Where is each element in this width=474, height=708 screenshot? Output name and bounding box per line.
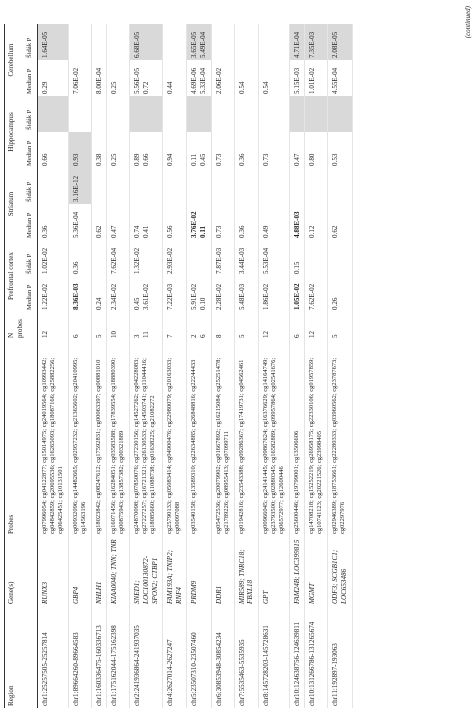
median-p-cell [37,60,68,96]
p-value: 0.73 [214,225,223,238]
sidak-p-cell [107,24,130,60]
p-value: 8.36E-03 [71,283,80,310]
median-p-cell [258,60,289,96]
median-p-cell [234,204,258,240]
region-cell: chr1:89664260-89664583 [68,606,91,708]
p-value: 0.56 [166,225,175,238]
table-row [107,24,130,708]
sidak-p-cell [328,168,352,204]
p-value: 7.06E-02 [71,67,80,94]
probes-cell: cg25600446; cg19799001; cg13506606 [289,340,305,536]
gene-cell: FAM24B; LOC399815 [289,536,305,606]
p-value: 4.71E-04 [292,31,301,58]
table-body [37,24,352,708]
sidak-p-cell [130,96,163,132]
p-value: 0.25 [110,81,119,94]
region-cell: chr5:23507310-23507460 [187,606,211,708]
median-p-cell [211,276,234,312]
gene-cell: PRDM9 [187,536,211,606]
sidak-p-cell [234,240,258,276]
median-p-cell [91,132,107,168]
region-cell: chr1:160336475-160336713 [91,606,107,708]
nprobes-cell: 12 [37,312,68,340]
median-p-cell [91,276,107,312]
sidak-p-cell [289,96,305,132]
median-p-cell [130,204,163,240]
p-value: 2.34E-02 [110,283,119,310]
median-p-cell [68,132,91,168]
sidak-p-cell [68,96,91,132]
sidak-p-cell [107,168,130,204]
median-p-header: Median P [25,276,37,312]
p-value: 5.56E-05 0.72 [133,67,150,94]
gene-cell: MGMT [305,536,328,606]
p-value: 0.47 [110,225,119,238]
sidak-p-cell [187,24,211,60]
median-p-cell [37,132,68,168]
sidak-p-cell [187,240,211,276]
p-value: 0.45 3.61E-02 [133,283,150,310]
p-value: 0.54 [237,81,246,94]
table-row [130,24,163,708]
median-p-cell [289,276,305,312]
median-p-cell [130,132,163,168]
sidak-p-cell [305,24,328,60]
sidak-p-cell [289,168,305,204]
p-value: 1.05E-02 [292,283,301,310]
table-row [328,24,352,708]
probes-cell: cg18023842; cg08247612; cg17592831; cg00063397; cg00881010 [91,340,107,536]
median-p-cell [234,60,258,96]
median-p-cell [163,204,187,240]
p-value: 7.62E-04 [110,247,119,274]
p-value: 5.15E-03 [292,67,301,94]
nprobes-cell: 8 [211,312,234,340]
probes-cell: cg01942816; cg23543388; cg09286367; cg17419731; cg04562461 [234,340,258,536]
gene-cell: KIAA0040; TNN; TNR [107,536,130,606]
sidak-p-cell [211,96,234,132]
p-value: 0.49 [261,225,270,238]
median-p-cell [107,204,130,240]
header-row-groups [5,24,26,708]
sidak-p-cell [234,168,258,204]
p-value: 4.69E-06 5.33E-04 [190,67,207,94]
sidak-p-cell [37,24,68,60]
sidak-p-header: Šidák P [25,96,37,132]
p-value: 0.29 [40,81,49,94]
median-p-cell [187,132,211,168]
methylation-results-table [4,24,353,708]
median-p-cell [305,204,328,240]
p-value: 0.54 [261,81,270,94]
region-cell: chr10:131266786-131265674 [305,606,328,708]
sidak-p-cell [163,24,187,60]
p-value: 0.15 [292,261,301,274]
sidak-p-cell [234,24,258,60]
region-cell: chr7:5535463-5535935 [234,606,258,708]
median-p-cell [211,132,234,168]
median-p-cell [234,276,258,312]
gene-cell: GBP4 [68,536,91,606]
sidak-p-cell [68,168,91,204]
nprobes-cell: 6 [68,312,91,340]
median-p-cell [328,132,352,168]
sidak-p-cell [163,168,187,204]
p-value: 0.36 [71,261,80,274]
sidak-p-cell [258,240,289,276]
median-p-cell [107,60,130,96]
median-p-cell [187,60,211,96]
group-header-prefrontal-cortex: Prefrontal cortex [5,240,26,312]
p-value: 1.22E-02 [40,283,49,310]
p-value: 5.91E-02 0.10 [190,283,207,310]
sidak-p-cell [163,240,187,276]
probes-cell: cg03540158; cg13589310; cg22634885; cg26848816; cg22244433 [187,340,211,536]
median-p-cell [68,204,91,240]
p-value: 0.38 [94,153,103,166]
nprobes-cell: 5 [91,312,107,340]
table-row [211,24,234,708]
sidak-p-cell [289,24,305,60]
p-value: 5.48E-03 [237,283,246,310]
median-p-cell [187,276,211,312]
sidak-p-cell [328,24,352,60]
median-p-cell [163,132,187,168]
probes-cell: cg02946389; cg18753661; cg22280333; cg03960562; cg23787673; cg02297976 [328,340,352,536]
sidak-p-cell [91,240,107,276]
p-value: 0.47 [292,153,301,166]
region-cell: chr4:2627014-2627247 [163,606,187,708]
p-value: 0.25 [110,153,119,166]
sidak-p-cell [305,96,328,132]
probes-cell: cg24870098; cg07850076; cg27230156; cg14527262; cg04228083; cg27227257; cg16721321; cg26130533; cg14503741; cg11044416; cg18085660; cg11088738; cg01638225; cg21082272 [130,340,163,536]
p-value: 7.22E-03 [166,283,175,310]
median-p-cell [305,60,328,96]
sidak-p-cell [130,240,163,276]
p-value: 0.36 [40,225,49,238]
nprobes-cell: 5 [328,312,352,340]
median-p-cell [289,60,305,96]
sidak-p-cell [258,96,289,132]
region-cell: chr11:192897-193063 [328,606,352,708]
sidak-p-cell [91,96,107,132]
table-row [234,24,258,708]
p-value: 1.01E-02 [308,67,317,94]
table-row [187,24,211,708]
p-value: 0.73 [261,153,270,166]
group-header-striatum: Striatum [5,168,26,240]
sidak-p-cell [187,168,211,204]
p-value: 0.66 [40,153,49,166]
p-value: 1.64E-05 [40,31,49,58]
p-value: 0.94 [166,153,175,166]
median-p-cell [163,276,187,312]
p-value: 0.12 [308,225,317,238]
probes-cell: cg05472536; cg20079902; cg01667892; cg16215084; cg25251478; cg21789226; cg08955413; cg07099711 [211,340,234,536]
region-cell: chr2:241936864-241937035 [130,606,163,708]
median-p-cell [305,132,328,168]
p-value: 1.86E-02 [261,283,270,310]
nprobes-cell: 3 11 [130,312,163,340]
p-value: 3.16E-12 [71,175,80,202]
median-p-cell [211,204,234,240]
p-value: 7.87E-03 [214,247,223,274]
p-value: 0.74 0.41 [133,225,150,238]
continued-note: (continued) [464,6,472,39]
nprobes-cell: 6 [289,312,305,340]
p-value: 3.44E-03 [237,247,246,274]
p-value: 3.76E-02 0.11 [190,211,207,238]
sidak-p-cell [107,96,130,132]
sidak-p-cell [91,24,107,60]
median-p-cell [305,276,328,312]
p-value: 0.24 [94,297,103,310]
sidak-p-cell [37,240,68,276]
col-region-header: Region [5,606,26,708]
median-p-cell [258,132,289,168]
table-row [37,24,68,708]
median-p-header: Median P [25,132,37,168]
median-p-cell [234,132,258,168]
p-value: 2.08E-05 [331,31,340,58]
p-value: 5.53E-04 [261,247,270,274]
probes-cell: cg07996054; cg04122877; cg15014975; cg24019564; cg10993442; cg04842859; cg20695536; cg16265093; cg18087166; cg25882256; cg06425451; cg10131501 [37,340,68,536]
sidak-p-header: Šidák P [25,240,37,276]
probes-cell: cg00932096; cg14482665; cg02957232; cg21365602; cg20410995; cg14563196 [68,340,91,536]
p-value: 0.89 0.66 [133,153,150,166]
sidak-p-cell [130,24,163,60]
sidak-p-cell [328,240,352,276]
median-p-cell [68,60,91,96]
median-p-header: Median P [25,204,37,240]
p-value: 0.11 0.45 [190,153,207,166]
gene-cell: DDR1 [211,536,234,606]
sidak-p-header: Šidák P [25,24,37,60]
nprobes-cell: 5 [234,312,258,340]
p-value: 2.28E-02 [214,283,223,310]
gene-cell: GPT [258,536,289,606]
probes-cell: cg25790133; cg05083414; cg04900476; cg22980079; cg20163033; cg00097088 [163,340,187,536]
p-value: 0.26 [331,297,340,310]
median-p-cell [211,60,234,96]
region-cell: chr1:25257505-25257814 [37,606,68,708]
header-row-stats [25,24,37,708]
nprobes-cell: 12 [305,312,328,340]
sidak-p-cell [37,168,68,204]
p-value: 2.93E-02 [166,247,175,274]
median-p-cell [68,276,91,312]
sidak-p-cell [211,168,234,204]
median-p-cell [258,276,289,312]
table-row [91,24,107,708]
gene-cell: NHLH1 [91,536,107,606]
p-value: 0.53 [331,153,340,166]
p-value: 0.62 [94,225,103,238]
sidak-p-cell [234,96,258,132]
sidak-p-cell [68,240,91,276]
p-value: 0.80 [308,153,317,166]
p-value: 0.36 [237,225,246,238]
p-value: 2.06E-02 [214,67,223,94]
p-value: 8.00E-04 [94,67,103,94]
median-p-cell [130,60,163,96]
p-value: 7.62E-02 [308,283,317,310]
sidak-p-cell [37,96,68,132]
sidak-p-cell [187,96,211,132]
p-value: 5.36E-04 [71,211,80,238]
median-p-cell [289,132,305,168]
sidak-p-cell [305,168,328,204]
p-value: 7.35E-03 [308,31,317,58]
sidak-p-cell [258,168,289,204]
p-value: 1.02E-02 [40,247,49,274]
sidak-p-cell [305,240,328,276]
gene-cell: MIR589; TNRC18; FBXL18 [234,536,258,606]
p-value: 0.73 [214,153,223,166]
col-nprobes-header: N probes [5,312,26,340]
median-p-cell [107,276,130,312]
probes-cell: cg16071456; cg16284051; cg03583588; cg17839554; cg18880390; cg00875943; cg13857382; cg00321889 [107,340,130,536]
p-value: 4.88E-03 [292,211,301,238]
nprobes-cell: 10 [107,312,130,340]
p-value: 6.68E-05 [133,31,142,58]
sidak-p-cell [91,168,107,204]
p-value: 1.32E-02 [133,247,142,274]
sidak-p-cell [211,24,234,60]
p-value: 0.93 [71,153,80,166]
median-p-cell [163,60,187,96]
region-cell: chr1:175162044-175162398 [107,606,130,708]
p-value: 0.62 [331,225,340,238]
median-p-cell [37,204,68,240]
median-p-cell [328,276,352,312]
gene-cell: FAM193A; TNIP2; RNF4 [163,536,187,606]
median-p-cell [328,60,352,96]
table-row [289,24,305,708]
median-p-cell [91,204,107,240]
median-p-cell [289,204,305,240]
p-value: 0.36 [237,153,246,166]
p-value: 3.65E-05 5.49E-04 [190,31,207,58]
median-p-cell [37,276,68,312]
group-header-cerebellum: Cerebellum [5,24,26,96]
group-header-hippocampus: Hippocampus [5,96,26,168]
sidak-p-cell [328,96,352,132]
sidak-p-cell [163,96,187,132]
table-row [68,24,91,708]
p-value: 4.55E-04 [331,67,340,94]
median-p-header: Median P [25,60,37,96]
gene-cell: SNED1; LOC100130872-SPON2; CTBP1 [130,536,163,606]
region-cell: chr6:30853948-30854234 [211,606,234,708]
gene-cell: ODF3; SCGB1C1; LOC653486 [328,536,352,606]
table-row [163,24,187,708]
sidak-p-cell [107,240,130,276]
region-cell: chr8:145728203-145728631 [258,606,289,708]
table-row [305,24,328,708]
sidak-p-cell [258,24,289,60]
sidak-p-cell [68,24,91,60]
probes-cell: cg14708218; cg15252219; cg26958175; cg22330106; cg01957859; cg10741123; cg20221526; cg23998405 [305,340,328,536]
sidak-p-header: Šidák P [25,168,37,204]
median-p-cell [328,204,352,240]
col-gene-header: Gene(s) [5,536,26,606]
table-row [258,24,289,708]
median-p-cell [187,204,211,240]
p-value: 0.44 [166,81,175,94]
col-probes-header: Probes [5,340,26,536]
gene-cell: RUNX3 [37,536,68,606]
region-cell: chr10:124638756-124639811 [289,606,305,708]
sidak-p-cell [130,168,163,204]
probes-cell: cg00966045; cg24141445; cg09867624; cg16376629; cg14164749; cg23793500; cg02880345; cg16582889; cg09957864; cg02541676; cg06572977; cg12600446 [258,340,289,536]
sidak-p-cell [211,240,234,276]
median-p-cell [107,132,130,168]
nprobes-cell: 7 [163,312,187,340]
nprobes-cell: 12 [258,312,289,340]
median-p-cell [91,60,107,96]
median-p-cell [258,204,289,240]
sidak-p-cell [289,240,305,276]
median-p-cell [130,276,163,312]
nprobes-cell: 2 6 [187,312,211,340]
